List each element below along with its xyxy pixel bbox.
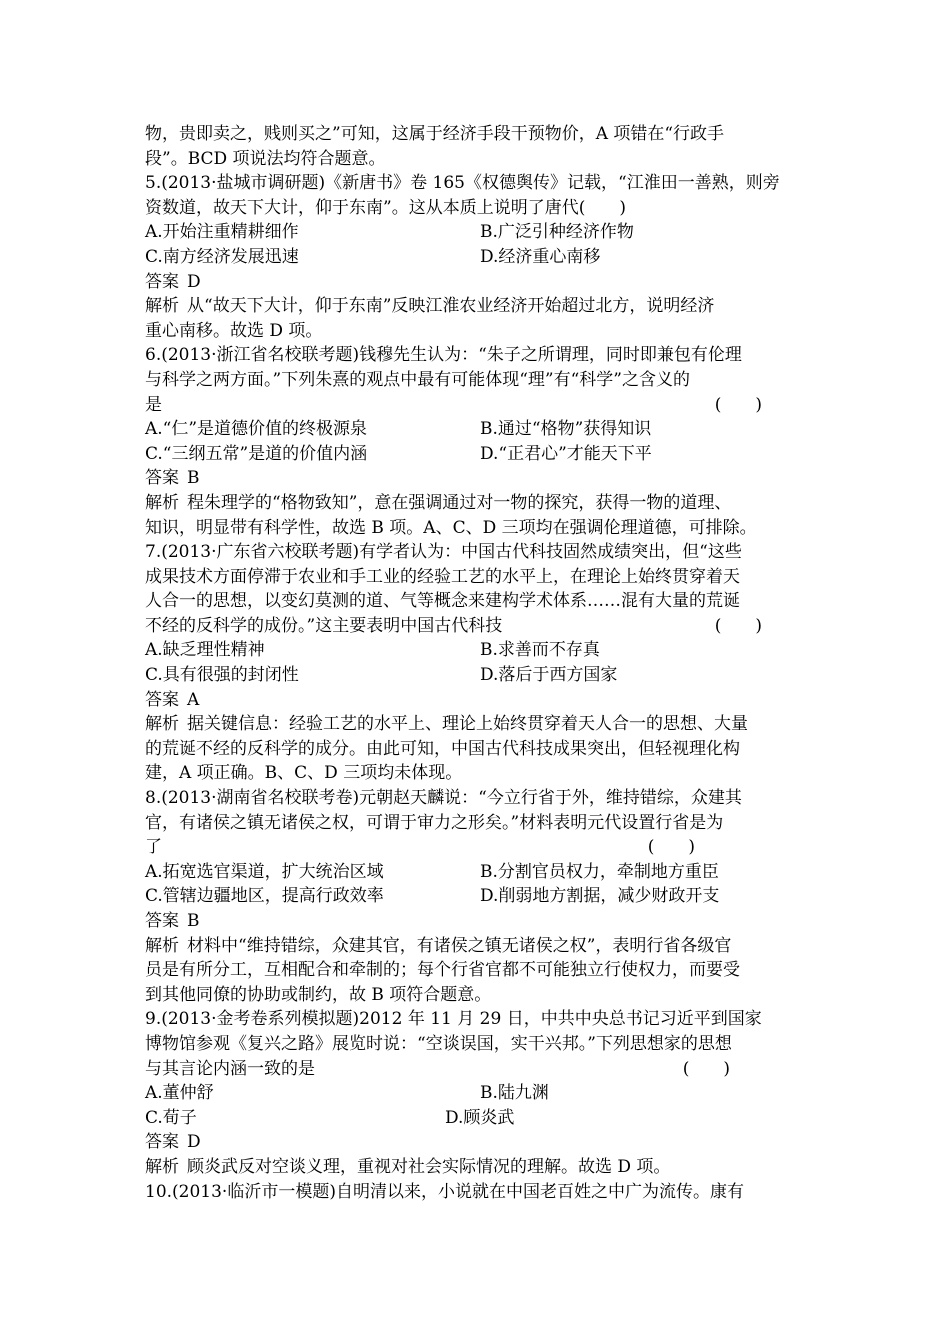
analysis-text: 重心南移。故选 D 项。 xyxy=(145,320,323,341)
option-c: C.“三纲五常”是道的价值内涵 xyxy=(145,443,368,464)
answer-label: 答案 xyxy=(145,689,179,710)
analysis-text: 据关键信息：经验工艺的水平上、理论上始终贯穿着天人合一的思想、大量 xyxy=(187,714,748,735)
answer-value: D xyxy=(187,1132,201,1153)
analysis-label: 解析 xyxy=(145,935,179,956)
analysis-label: 解析 xyxy=(145,296,179,317)
option-c: C.管辖边疆地区，提高行政效率 xyxy=(145,886,384,907)
analysis-text: 员是有所分工，互相配合和牵制的；每个行省官都不可能独立行使权力，而要受 xyxy=(145,960,740,981)
answer-value: A xyxy=(187,689,200,710)
options-row xyxy=(145,220,810,245)
answer-value: B xyxy=(187,911,200,931)
options-row xyxy=(145,1106,810,1131)
analysis-line xyxy=(145,294,810,319)
question-stem: 资数道，故天下大计，仰于东南”。这从本质上说明了唐代( ) xyxy=(145,197,626,218)
document-page xyxy=(145,122,810,1204)
answer-bracket: ( ) xyxy=(647,837,695,858)
analysis-text: 顾炎武反对空谈义理，重视对社会实际情况的理解。故选 D 项。 xyxy=(187,1156,671,1177)
options-row xyxy=(145,663,810,688)
analysis-text: 建，A 项正确。B、C、D 三项均未体现。 xyxy=(145,763,463,784)
question-9 xyxy=(145,1007,810,1179)
question-stem: 官，有诸侯之镇无诸侯之权，可谓于审力之形矣。”材料表明元代设置行省是为 xyxy=(145,812,724,833)
question-10 xyxy=(145,1180,810,1205)
option-a: A.开始注重精耕细作 xyxy=(145,222,299,243)
answer-bracket: ( ) xyxy=(714,615,762,636)
option-d: D.落后于西方国家 xyxy=(480,665,618,686)
option-b: B.求善而不存真 xyxy=(480,640,600,661)
analysis-label: 解析 xyxy=(145,492,179,513)
analysis-text: 程朱理学的“格物致知”，意在强调通过对一物的探究，获得一物的道理、 xyxy=(187,492,732,513)
question-8 xyxy=(145,786,810,1007)
analysis-line xyxy=(145,1155,810,1180)
question-stem: 与其言论内涵一致的是 xyxy=(145,1058,315,1079)
analysis-label: 解析 xyxy=(145,714,179,735)
question-stem: 了 xyxy=(145,837,162,858)
options-row xyxy=(145,245,810,270)
answer-bracket: ( ) xyxy=(682,1058,730,1079)
analysis-text: 的荒诞不经的反科学的成分。由此可知，中国古代科技成果突出，但轻视理化构 xyxy=(145,738,740,759)
question-stem-tail xyxy=(145,614,810,639)
question-stem-tail xyxy=(145,835,810,860)
answer-label: 答案 xyxy=(145,911,179,931)
analysis-line xyxy=(145,491,810,516)
options-row xyxy=(145,860,810,885)
question-stem-tail xyxy=(145,393,810,418)
analysis-line xyxy=(145,712,810,737)
option-d: D.经济重心南移 xyxy=(480,246,601,267)
question-stem: 博物馆参观《复兴之路》展览时说：“空谈误国，实干兴邦。”下列思想家的思想 xyxy=(145,1033,732,1054)
options-row xyxy=(145,442,810,467)
question-stem: 6.(2013·浙江省名校联考题)钱穆先生认为：“朱子之所谓理，同时即兼包有伦理 xyxy=(145,345,742,366)
options-row xyxy=(145,638,810,663)
answer-label: 答案 xyxy=(145,271,179,292)
answer-line xyxy=(145,270,810,295)
option-c: C.南方经济发展迅速 xyxy=(145,246,299,267)
answer-line xyxy=(145,688,810,713)
question-stem: 5.(2013·盐城市调研题)《新唐书》卷 165《权德舆传》记载，“江淮田一善熟，则旁 xyxy=(145,173,780,194)
option-c: C.荀子 xyxy=(145,1107,197,1128)
analysis-text: 到其他同僚的协助或制约，故 B 项符合题意。 xyxy=(145,984,492,1005)
intro-line-2: 段”。BCD 项说法均符合题意。 xyxy=(145,148,386,169)
options-row xyxy=(145,1081,810,1106)
answer-bracket: ( ) xyxy=(714,394,762,415)
question-5 xyxy=(145,171,810,343)
question-stem: 8.(2013·湖南省名校联考卷)元朝赵天麟说：“今立行省于外，维持错综，众建其 xyxy=(145,788,742,809)
question-stem: 不经的反科学的成份。”这主要表明中国古代科技 xyxy=(145,615,503,636)
question-stem: 成果技术方面停滞于农业和手工业的经验工艺的水平上，在理论上始终贯穿着天 xyxy=(145,566,740,587)
question-stem: 与科学之两方面。”下列朱熹的观点中最有可能体现“理”有“科学”之含义的 xyxy=(145,369,690,390)
intro-line-1: 物，贵即卖之，贱则买之”可知，这属于经济手段干预物价，A 项错在“行政手 xyxy=(145,124,725,144)
analysis-text: 从“故天下大计，仰于东南”反映江淮农业经济开始超过北方，说明经济 xyxy=(187,296,715,317)
option-a: A.缺乏理性精神 xyxy=(145,640,265,661)
option-a: A.董仲舒 xyxy=(145,1083,214,1104)
answer-value: B xyxy=(187,468,200,489)
option-b: B.分割官员权力，牵制地方重臣 xyxy=(480,861,719,882)
analysis-line xyxy=(145,934,810,959)
question-stem-tail xyxy=(145,1057,810,1082)
answer-value: D xyxy=(187,271,201,292)
analysis-label: 解析 xyxy=(145,1156,179,1177)
options-row xyxy=(145,884,810,909)
answer-line xyxy=(145,909,810,934)
option-d: D.顾炎武 xyxy=(445,1107,515,1128)
option-c: C.具有很强的封闭性 xyxy=(145,665,299,686)
option-b: B.通过“格物”获得知识 xyxy=(480,419,652,440)
question-stem: 7.(2013·广东省六校联考题)有学者认为：中国古代科技固然成绩突出，但“这些 xyxy=(145,542,742,563)
answer-label: 答案 xyxy=(145,1132,179,1153)
option-d: D.“正君心”才能天下平 xyxy=(480,443,652,464)
question-stem: 9.(2013·金考卷系列模拟题)2012 年 11 月 29 日，中共中央总书记习近平到国家 xyxy=(145,1009,762,1030)
option-a: A.“仁”是道德价值的终极源泉 xyxy=(145,419,368,440)
option-a: A.拓宽选官渠道，扩大统治区域 xyxy=(145,861,384,882)
question-stem: 10.(2013·临沂市一模题)自明清以来，小说就在中国老百姓之中广为流传。康有 xyxy=(145,1181,744,1202)
answer-line xyxy=(145,466,810,491)
analysis-text: 材料中“维持错综，众建其官，有诸侯之镇无诸侯之权”，表明行省各级官 xyxy=(187,935,732,956)
question-6 xyxy=(145,343,810,540)
analysis-text: 知识，明显带有科学性，故选 B 项。A、C、D 三项均在强调伦理道德，可排除。 xyxy=(145,517,757,538)
options-row xyxy=(145,417,810,442)
answer-line xyxy=(145,1130,810,1155)
option-b: B.广泛引种经济作物 xyxy=(480,222,634,243)
option-b: B.陆九渊 xyxy=(480,1083,549,1104)
option-d: D.削弱地方割据，减少财政开支 xyxy=(480,886,720,907)
question-stem: 人合一的思想，以变幻莫测的道、气等概念来建构学术体系……混有大量的荒诞 xyxy=(145,591,740,612)
question-7 xyxy=(145,540,810,786)
answer-label: 答案 xyxy=(145,468,179,489)
question-stem: 是 xyxy=(145,394,162,415)
